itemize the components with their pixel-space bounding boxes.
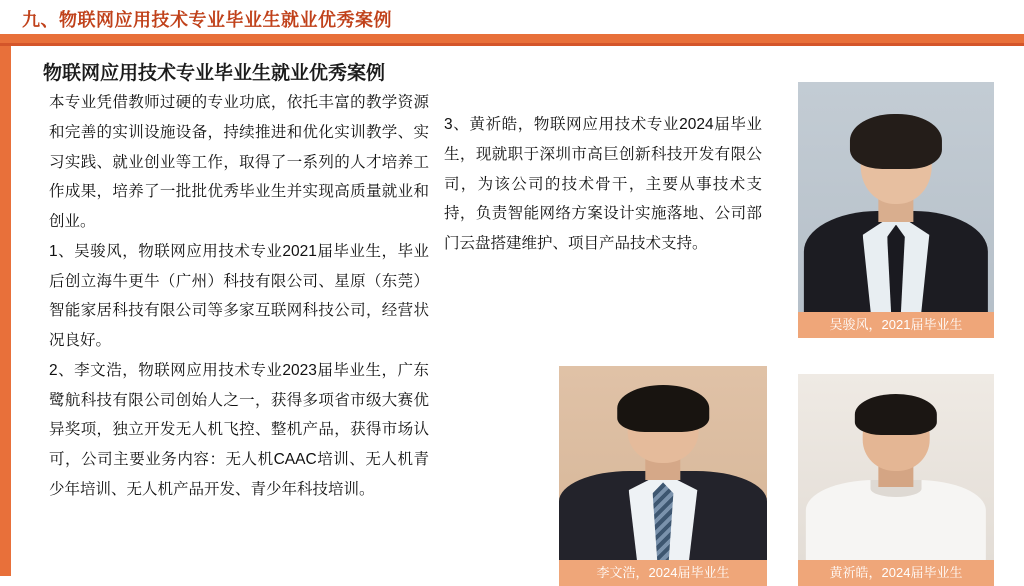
photo-caption-wu: 吴骏风，2021届毕业生 xyxy=(798,312,994,338)
page-header xyxy=(0,0,1024,34)
photo-card-li xyxy=(559,366,767,586)
portrait-photo-wu xyxy=(798,82,994,312)
case-3-paragraph: 3、黄祈皓，物联网应用技术专业2024届毕业生，现就职于深圳市高巨创新科技开发有限公司，为该公司的技术骨干，主要从事技术支持，负责智能网络方案设计实施落地、公司部门云盘搭建维护、项目产品技术支持。 xyxy=(444,116,762,252)
section-title: 物联网应用技术专业毕业生就业优秀案例 xyxy=(43,63,386,84)
slide-content xyxy=(11,46,1024,580)
portrait-photo-li xyxy=(559,366,767,560)
intro-paragraph: 本专业凭借教师过硬的专业功底，依托丰富的教学资源和完善的实训设施设备，持续推进和优化实训教学、实习实践、就业创业等工作，取得了一系列的人才培养工作成果，培养了一批批优秀毕业生并实现高质量就业和创业。 xyxy=(49,94,429,230)
middle-text-column xyxy=(444,110,762,259)
photo-card-wu xyxy=(798,82,994,338)
photo-caption-huang: 黄祈皓，2024届毕业生 xyxy=(798,560,994,586)
left-text-column xyxy=(49,88,429,505)
portrait-photo-huang xyxy=(798,374,994,560)
photo-card-huang xyxy=(798,374,994,586)
page-title: 九、物联网应用技术专业毕业生就业优秀案例 xyxy=(22,10,392,30)
photo-caption-li: 李文浩，2024届毕业生 xyxy=(559,560,767,586)
header-divider-bar xyxy=(0,34,1024,43)
case-1-paragraph: 1、吴骏风，物联网应用技术专业2021届毕业生，毕业后创立海牛更牛（广州）科技有限公司、星原（东莞）智能家居科技有限公司等多家互联网科技公司，经营状况良好。 xyxy=(49,242,429,349)
case-2-paragraph: 2、李文浩，物联网应用技术专业2023届毕业生，广东鹭航科技有限公司创始人之一，获得多项省市级大赛优异奖项，独立开发无人机飞控、整机产品，获得市场认可，公司主要业务内容：无人机CAAC培训、无人机青少年培训、无人机产品开发、青少年科技培训。 xyxy=(49,361,429,498)
left-accent-bar xyxy=(0,46,11,576)
